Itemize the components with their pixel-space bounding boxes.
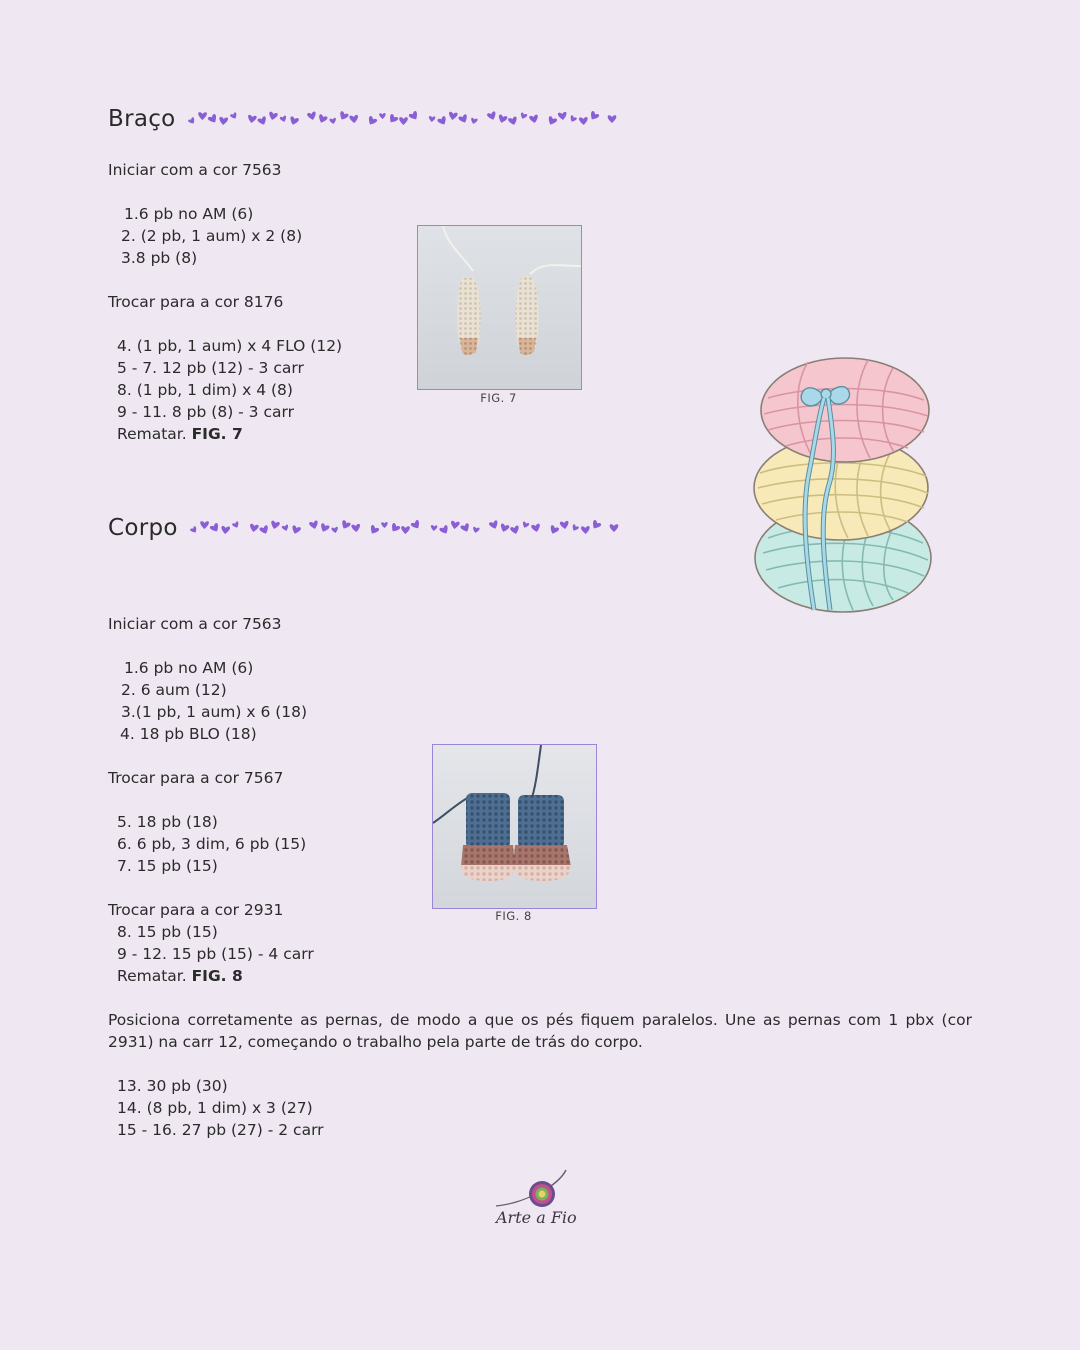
corpo-row: 6. 6 pb, 3 dim, 6 pb (15) — [117, 835, 307, 853]
heart-icon — [349, 115, 359, 124]
crochet-arms-image — [418, 226, 581, 389]
corpo-row: 4. 18 pb BLO (18) — [120, 725, 257, 743]
corpo-change2-text: Trocar para a cor 2931 — [108, 901, 284, 919]
heart-icon — [559, 521, 569, 530]
corpo-rows-4 — [117, 1075, 324, 1141]
heart-icon — [331, 527, 338, 534]
heart-icon — [188, 117, 196, 126]
heart-icon — [458, 114, 469, 125]
fig7-photo — [417, 225, 582, 390]
heart-icon — [448, 112, 458, 121]
corpo-row: 8. 15 pb (15) — [117, 923, 218, 941]
heart-icon — [288, 116, 299, 126]
braco-row: 8. (1 pb, 1 dim) x 4 (8) — [117, 381, 293, 399]
join-legs-paragraph: Posiciona corretamente as pernas, de modo a que os pés fiquem paralelos. Une as pernas com 1 pbx (cor 2931) na carr 12, começando o trabalho pela parte de trás do corpo. — [108, 1011, 972, 1051]
heart-icon — [548, 525, 559, 536]
braco-finish-fig: FIG. 7 — [191, 425, 243, 443]
heart-icon — [557, 112, 567, 121]
heart-icon — [507, 116, 517, 126]
braco-rows-2 — [117, 335, 342, 445]
heart-icon — [200, 521, 209, 529]
heart-icon — [368, 525, 379, 536]
heart-icon — [439, 525, 450, 536]
fig8-photo — [432, 744, 597, 909]
heart-icon — [207, 114, 218, 125]
corpo-row: 13. 30 pb (30) — [117, 1077, 228, 1095]
heart-icon — [399, 117, 408, 125]
corpo-finish — [117, 965, 314, 987]
heart-icon — [319, 523, 330, 533]
braco-rows-1 — [0, 203, 302, 269]
braco-finish — [117, 423, 342, 445]
heart-icon — [460, 523, 471, 534]
corpo-row: 7. 15 pb (15) — [117, 857, 218, 875]
corpo-rows-3 — [117, 921, 314, 987]
heart-icon — [436, 116, 447, 127]
heart-icon — [387, 113, 399, 124]
heart-icon — [209, 523, 220, 534]
heart-icon — [279, 115, 287, 123]
corpo-row: 9 - 12. 15 pb (15) - 4 carr — [117, 945, 314, 963]
arte-a-fio-logo — [488, 1166, 592, 1234]
corpo-rows-2 — [117, 811, 306, 877]
section-title-braco — [108, 106, 628, 132]
corpo-start-text: Iniciar com a cor 7563 — [108, 615, 282, 633]
heart-icon — [329, 118, 336, 125]
heart-icon — [221, 526, 230, 535]
heart-icon — [529, 114, 539, 123]
corpo-row: 1.6 pb no AM (6) — [124, 659, 254, 677]
fig7-caption: FIG. 7 — [480, 391, 517, 405]
corpo-row: 15 - 16. 27 pb (27) - 2 carr — [117, 1121, 324, 1139]
heart-icon — [578, 117, 587, 125]
heart-icon — [470, 118, 478, 125]
heart-icon — [267, 111, 277, 121]
section-title-corpo — [108, 515, 630, 541]
corpo-row: 2. 6 aum (12) — [121, 681, 227, 699]
heart-icon — [249, 524, 259, 533]
heart-icon — [337, 111, 348, 122]
corpo-change1-text: Trocar para a cor 7567 — [108, 769, 284, 787]
heart-icon — [290, 525, 301, 535]
heart-icon — [190, 526, 198, 535]
heart-icon — [259, 525, 270, 536]
braco-change-text: Trocar para a cor 8176 — [108, 293, 284, 311]
heart-icon — [570, 524, 579, 532]
heart-icon — [408, 110, 419, 121]
hearts-divider-icon — [188, 107, 628, 131]
heart-icon — [218, 117, 227, 126]
heart-icon — [519, 112, 527, 120]
heart-icon — [317, 114, 328, 124]
heart-icon — [281, 524, 289, 532]
heart-icon — [499, 523, 510, 533]
heart-icon — [306, 111, 316, 121]
yarn-ball-pink-icon — [761, 358, 929, 462]
heart-icon — [428, 116, 435, 122]
heart-icon — [486, 111, 497, 121]
heart-icon — [581, 526, 590, 534]
heart-icon — [472, 527, 480, 534]
heart-icon — [366, 116, 377, 127]
braco-finish-text: Rematar. — [117, 425, 192, 443]
heart-icon — [229, 112, 237, 120]
hearts-divider-icon — [190, 516, 630, 540]
heart-icon — [546, 116, 557, 127]
crochet-legs-image — [433, 745, 596, 908]
heart-icon — [309, 520, 319, 530]
heart-icon — [389, 522, 401, 533]
heart-icon — [340, 520, 351, 531]
heart-icon — [497, 114, 508, 124]
fig8-caption: FIG. 8 — [495, 909, 532, 923]
heart-icon — [247, 115, 257, 124]
flower-logo-icon — [488, 1166, 592, 1210]
heart-icon — [450, 521, 460, 530]
corpo-title: Corpo — [108, 515, 178, 541]
braco-row: 1.6 pb no AM (6) — [124, 205, 254, 223]
heart-icon — [270, 520, 280, 530]
heart-icon — [379, 113, 386, 119]
braco-row: 4. (1 pb, 1 aum) x 4 FLO (12) — [117, 337, 343, 355]
heart-icon — [232, 521, 240, 529]
corpo-rows-1 — [0, 657, 307, 745]
braco-row: 5 - 7. 12 pb (12) - 3 carr — [117, 359, 304, 377]
heart-icon — [588, 110, 599, 121]
braco-row: 9 - 11. 8 pb (8) - 3 carr — [117, 403, 294, 421]
heart-icon — [257, 116, 268, 127]
heart-icon — [609, 524, 618, 532]
corpo-finish-text: Rematar. — [117, 967, 192, 985]
heart-icon — [531, 523, 541, 532]
corpo-finish-fig: FIG. 8 — [191, 967, 243, 985]
heart-icon — [430, 525, 437, 531]
corpo-row: 5. 18 pb (18) — [117, 813, 218, 831]
corpo-row: 14. (8 pb, 1 dim) x 3 (27) — [117, 1099, 313, 1117]
braco-row: 2. (2 pb, 1 aum) x 2 (8) — [121, 227, 303, 245]
heart-icon — [568, 115, 577, 123]
corpo-row: 3.(1 pb, 1 aum) x 6 (18) — [121, 703, 308, 721]
braco-start-text: Iniciar com a cor 7563 — [108, 161, 282, 179]
heart-icon — [488, 520, 499, 530]
heart-icon — [351, 524, 361, 533]
heart-icon — [510, 525, 520, 535]
heart-icon — [590, 519, 601, 530]
braco-row: 3.8 pb (8) — [121, 249, 198, 267]
heart-icon — [410, 519, 421, 530]
heart-icon — [381, 522, 388, 528]
yarn-balls-illustration — [748, 348, 938, 616]
logo-text: Arte a Fio — [496, 1208, 577, 1227]
braco-title: Braço — [108, 106, 176, 132]
heart-icon — [198, 112, 207, 120]
heart-icon — [521, 521, 529, 529]
heart-icon — [401, 526, 410, 534]
heart-icon — [607, 115, 616, 123]
